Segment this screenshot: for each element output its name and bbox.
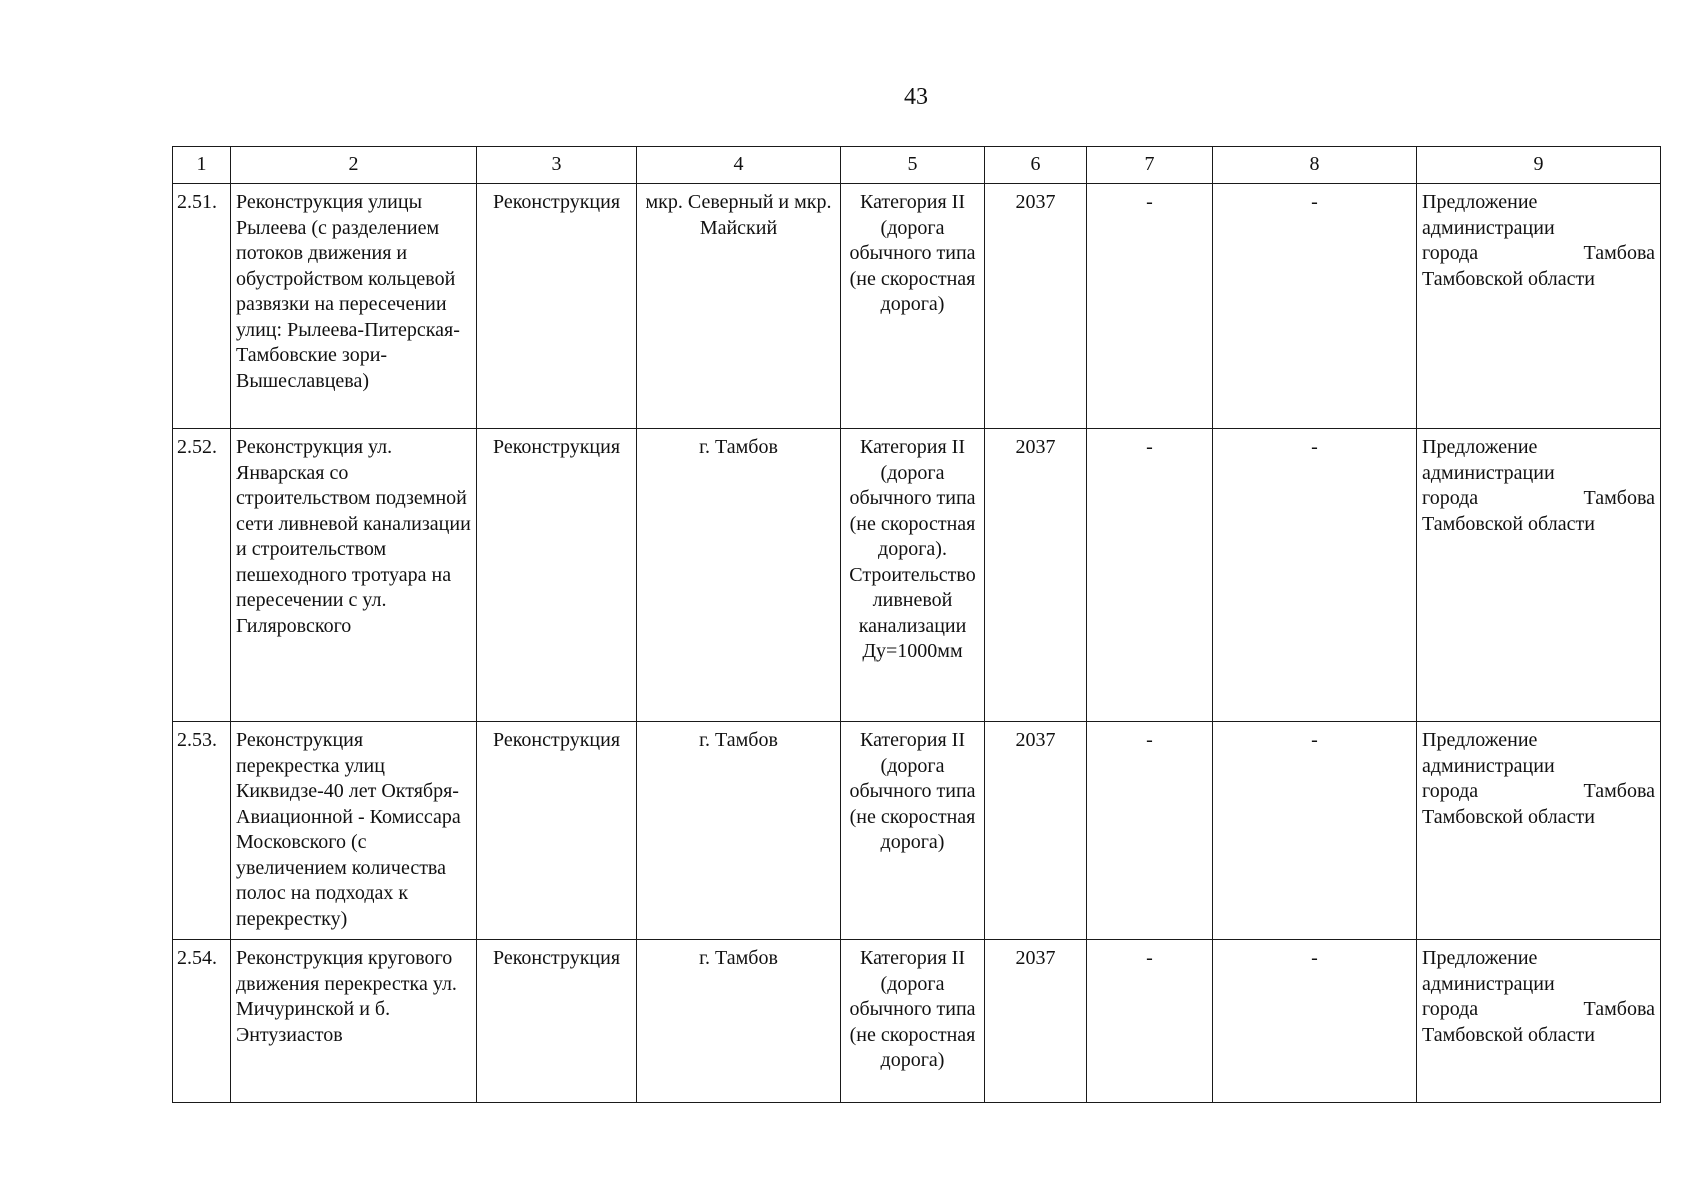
- characteristics: Категория II (дорога обычного типа (не скоростная дорога): [841, 722, 985, 940]
- source-city: Тамбова: [1583, 998, 1655, 1020]
- row-number: 2.54.: [173, 940, 231, 1103]
- source-city-label: города: [1422, 242, 1479, 264]
- source-line: Предложение администрации: [1422, 729, 1555, 777]
- column-header: 2: [231, 147, 477, 184]
- column-header: 5: [841, 147, 985, 184]
- column-header: 8: [1213, 147, 1417, 184]
- col7-value: -: [1087, 722, 1213, 940]
- year: 2037: [985, 429, 1087, 722]
- source-city-line: [1422, 779, 1655, 805]
- work-type: Реконструкция: [477, 940, 637, 1103]
- table-row: [173, 429, 1661, 722]
- project-name: Реконструкция улицы Рылеева (с разделением потоков движения и обустройством кольцевой развязки на пересечении улиц: Рылеева-Питерская-Тамбовские зори-Вышеславцева): [231, 184, 477, 429]
- column-header: 3: [477, 147, 637, 184]
- row-number: 2.52.: [173, 429, 231, 722]
- source-city-line: [1422, 241, 1655, 267]
- source-cell: [1417, 940, 1661, 1103]
- year: 2037: [985, 940, 1087, 1103]
- page-number: 43: [904, 84, 928, 110]
- source-city-label: города: [1422, 780, 1479, 802]
- source-cell: [1417, 184, 1661, 429]
- location: мкр. Северный и мкр. Майский: [637, 184, 841, 429]
- col8-value: -: [1213, 722, 1417, 940]
- source-cell: [1417, 429, 1661, 722]
- row-number: 2.53.: [173, 722, 231, 940]
- source-line: Предложение администрации: [1422, 947, 1555, 995]
- source-city-line: [1422, 997, 1655, 1023]
- table-row: [173, 940, 1661, 1103]
- source-line: Предложение администрации: [1422, 191, 1555, 239]
- row-number: 2.51.: [173, 184, 231, 429]
- characteristics: Категория II (дорога обычного типа (не скоростная дорога): [841, 940, 985, 1103]
- year: 2037: [985, 722, 1087, 940]
- col7-value: -: [1087, 184, 1213, 429]
- source-region: Тамбовской области: [1422, 512, 1595, 535]
- source-line: Предложение администрации: [1422, 436, 1555, 484]
- work-type: Реконструкция: [477, 184, 637, 429]
- column-header: 4: [637, 147, 841, 184]
- col8-value: -: [1213, 184, 1417, 429]
- location: г. Тамбов: [637, 429, 841, 722]
- source-region: Тамбовской области: [1422, 805, 1595, 828]
- projects-table: [172, 146, 1661, 1103]
- year: 2037: [985, 184, 1087, 429]
- location: г. Тамбов: [637, 940, 841, 1103]
- characteristics: Категория II (дорога обычного типа (не скоростная дорога). Строительство ливневой канализации Ду=1000мм: [841, 429, 985, 722]
- source-city: Тамбова: [1583, 780, 1655, 802]
- source-city-line: [1422, 486, 1655, 512]
- source-region: Тамбовской области: [1422, 267, 1595, 290]
- source-city: Тамбова: [1583, 487, 1655, 509]
- column-header: 6: [985, 147, 1087, 184]
- col7-value: -: [1087, 429, 1213, 722]
- table-header-row: [173, 147, 1661, 184]
- location: г. Тамбов: [637, 722, 841, 940]
- table-row: [173, 184, 1661, 429]
- col8-value: -: [1213, 940, 1417, 1103]
- source-cell: [1417, 722, 1661, 940]
- col8-value: -: [1213, 429, 1417, 722]
- table-row: [173, 722, 1661, 940]
- work-type: Реконструкция: [477, 722, 637, 940]
- column-header: 1: [173, 147, 231, 184]
- project-name: Реконструкция ул. Январская со строительством подземной сети ливневой канализации и строительством пешеходного тротуара на пересечении с ул. Гиляровского: [231, 429, 477, 722]
- source-city-label: города: [1422, 487, 1479, 509]
- source-region: Тамбовской области: [1422, 1023, 1595, 1046]
- project-name: Реконструкция перекрестка улиц Киквидзе-40 лет Октября-Авиационной - Комиссара Московского (с увеличением количества полос на подходах к перекрестку): [231, 722, 477, 940]
- project-name: Реконструкция кругового движения перекрестка ул. Мичуринской и б. Энтузиастов: [231, 940, 477, 1103]
- col7-value: -: [1087, 940, 1213, 1103]
- source-city-label: города: [1422, 998, 1479, 1020]
- column-header: 9: [1417, 147, 1661, 184]
- column-header: 7: [1087, 147, 1213, 184]
- source-city: Тамбова: [1583, 242, 1655, 264]
- work-type: Реконструкция: [477, 429, 637, 722]
- characteristics: Категория II (дорога обычного типа (не скоростная дорога): [841, 184, 985, 429]
